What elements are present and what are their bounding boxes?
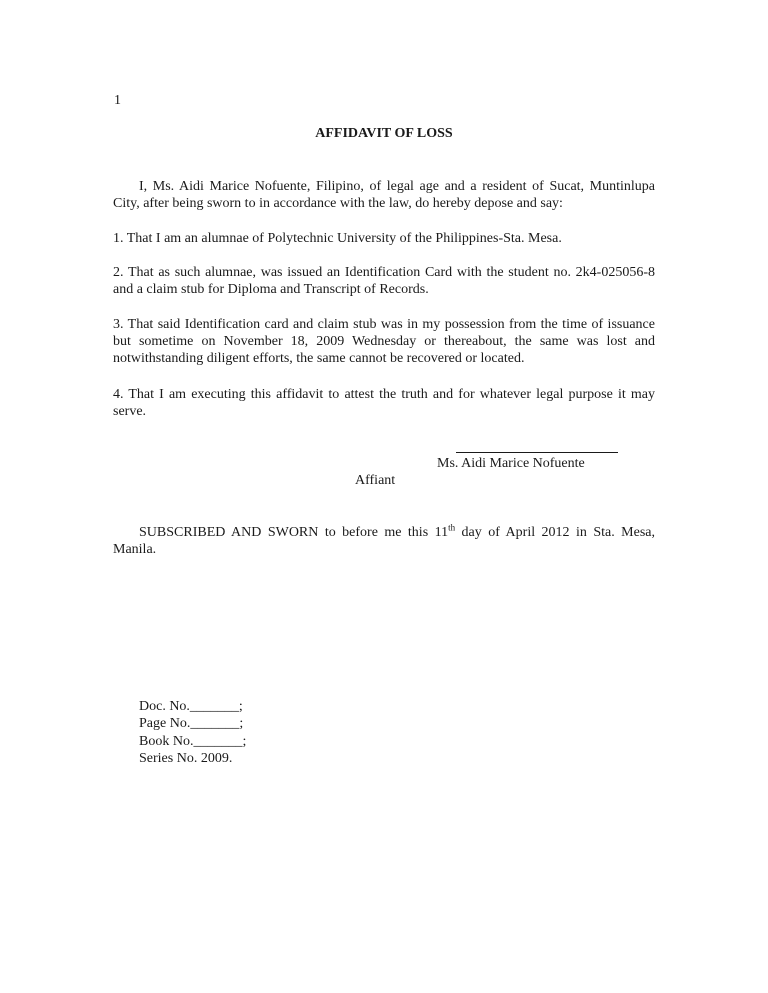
jurat-paragraph <box>113 524 655 558</box>
document-title: AFFIDAVIT OF LOSS <box>315 126 453 141</box>
jurat-ordinal-suffix: th <box>448 522 456 533</box>
statement-item-2: 2. That as such alumnae, was issued an Identification Card with the student no. 2k4-025056-8 and a claim stub for Diploma and Transcript of Records. <box>113 265 655 297</box>
affiant-label: Affiant <box>355 473 396 488</box>
jurat-text-after: day of April 2012 in Sta. Mesa, Manila. <box>113 525 655 557</box>
affiant-name: Ms. Aidi Marice Nofuente <box>437 456 585 471</box>
doc-no: Doc. No._______; <box>139 699 243 714</box>
signature-line <box>456 452 618 453</box>
jurat-text-before: SUBSCRIBED AND SWORN to before me this 11 <box>139 525 449 540</box>
series-no: Series No. 2009. <box>139 751 233 766</box>
page-no: Page No._______; <box>139 716 244 731</box>
statement-item-1: 1. That I am an alumnae of Polytechnic University of the Philippines-Sta. Mesa. <box>113 231 562 246</box>
statement-item-4: 4. That I am executing this affidavit to attest the truth and for whatever legal purpose it may serve. <box>113 387 655 419</box>
intro-paragraph: I, Ms. Aidi Marice Nofuente, Filipino, of legal age and a resident of Sucat, Muntinlupa City, after being sworn to in accordance with the law, do hereby depose and say: <box>113 179 655 211</box>
statement-item-3: 3. That said Identification card and claim stub was in my possession from the time of issuance but sometime on November 18, 2009 Wednesday or thereabout, the same was lost and notwithstanding diligent efforts, the same cannot be recovered or located. <box>113 317 655 366</box>
book-no: Book No._______; <box>139 734 247 749</box>
page-number: 1 <box>114 93 121 108</box>
